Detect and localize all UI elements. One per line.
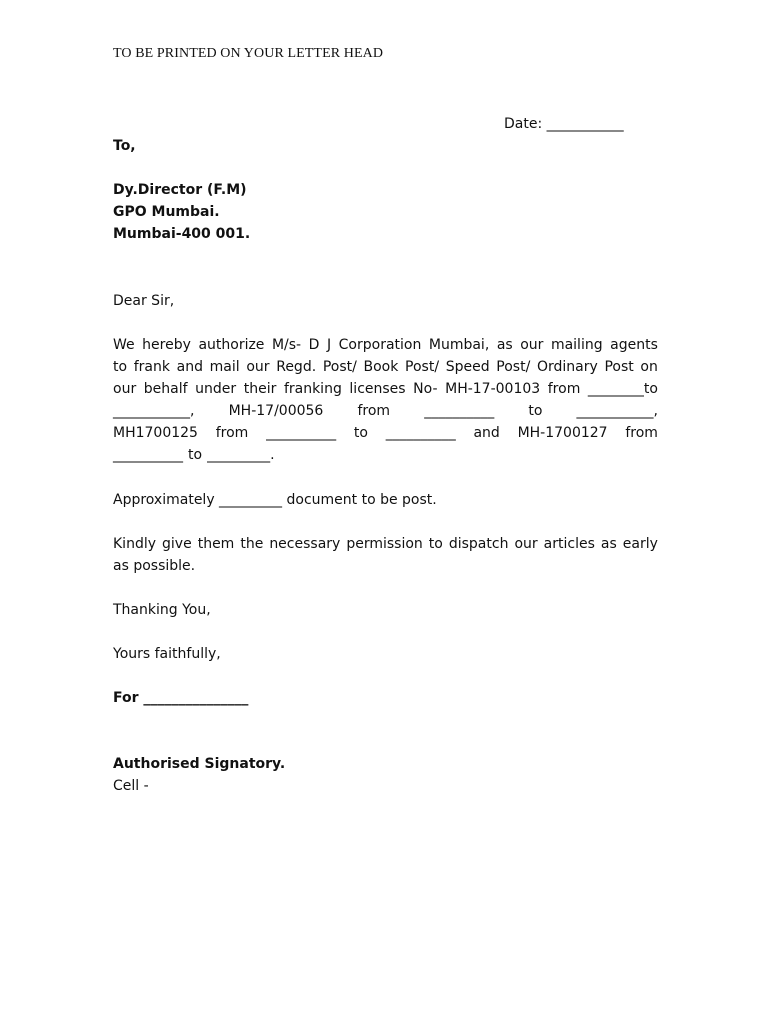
word: Post/ (322, 359, 357, 375)
word: to (188, 447, 203, 463)
word: frank (133, 359, 170, 375)
address-line-city: Mumbai-400 001. (113, 226, 251, 242)
word: articles (543, 536, 595, 552)
word: to (353, 425, 368, 441)
paragraph-line (113, 334, 658, 356)
salutation: Dear Sir, (113, 293, 175, 309)
word: their (243, 381, 277, 397)
paragraph-line (113, 444, 658, 466)
word: M/s- (271, 337, 302, 353)
paragraph-line (113, 533, 658, 555)
for-company-line: For _______________ (113, 690, 249, 706)
word: No- (413, 381, 438, 397)
word: ___________, (576, 403, 658, 419)
word: and (176, 359, 203, 375)
word: Regd. (276, 359, 317, 375)
word: licenses (349, 381, 406, 397)
word: J (326, 337, 332, 353)
word: Mumbai, (428, 337, 490, 353)
word: as (496, 337, 513, 353)
address-line-designation: Dy.Director (F.M) (113, 182, 247, 198)
word: on (640, 359, 658, 375)
authorised-signatory: Authorised Signatory. (113, 756, 286, 772)
word: and (473, 425, 500, 441)
date-line: Date: ___________ (504, 116, 624, 132)
word: mail (209, 359, 240, 375)
paragraph-line (113, 422, 658, 444)
word: D (308, 337, 320, 353)
authorization-paragraph (113, 334, 658, 466)
word: early (622, 536, 658, 552)
word: We (113, 337, 135, 353)
thanking-line: Thanking You, (113, 602, 211, 618)
word: ___________, (113, 403, 195, 419)
word: from (547, 381, 581, 397)
permission-paragraph (113, 533, 658, 577)
word: necessary (269, 536, 341, 552)
paragraph-line (113, 555, 658, 577)
word: Corporation (338, 337, 422, 353)
word: MH-1700127 (517, 425, 608, 441)
word: _________. (207, 447, 275, 463)
word: to (428, 536, 443, 552)
word: Post/ (496, 359, 531, 375)
word: Post/ (405, 359, 440, 375)
word: our (113, 381, 137, 397)
word: under (195, 381, 237, 397)
word: __________ (113, 447, 183, 463)
paragraph-line (113, 400, 658, 422)
approximate-documents-line: Approximately _________ document to be post. (113, 492, 437, 508)
closing-line: Yours faithfully, (113, 646, 221, 662)
word: as (600, 536, 617, 552)
word: ________to (587, 381, 658, 397)
word: them (197, 536, 235, 552)
word: our (520, 337, 544, 353)
word: from (357, 403, 391, 419)
word: authorize (198, 337, 265, 353)
word: to (528, 403, 543, 419)
word: __________ (266, 425, 337, 441)
word: MH1700125 (113, 425, 198, 441)
address-line-office: GPO Mumbai. (113, 204, 220, 220)
word: the (240, 536, 264, 552)
word: from (215, 425, 249, 441)
word: Speed (445, 359, 490, 375)
word: permission (346, 536, 423, 552)
word: Kindly (113, 536, 157, 552)
word: mailing (550, 337, 603, 353)
word: franking (283, 381, 342, 397)
word: Ordinary (536, 359, 598, 375)
word: dispatch (448, 536, 509, 552)
word: __________ (424, 403, 495, 419)
word: MH-17-00103 (445, 381, 541, 397)
word: __________ (385, 425, 456, 441)
word: Book (363, 359, 399, 375)
to-line: To, (113, 138, 136, 154)
word: hereby (142, 337, 191, 353)
cell-number-line: Cell - (113, 778, 149, 794)
word: give (162, 536, 192, 552)
word: Post (604, 359, 634, 375)
word: from (625, 425, 658, 441)
word: MH-17/00056 (228, 403, 324, 419)
paragraph-line (113, 378, 658, 400)
letterhead-note: TO BE PRINTED ON YOUR LETTER HEAD (113, 46, 384, 61)
paragraph-line (113, 356, 658, 378)
word: as possible. (113, 558, 196, 574)
word: our (514, 536, 538, 552)
word: our (246, 359, 270, 375)
recipient-address (113, 179, 250, 245)
word: to (113, 359, 128, 375)
word: agents (610, 337, 658, 353)
word: behalf (143, 381, 188, 397)
